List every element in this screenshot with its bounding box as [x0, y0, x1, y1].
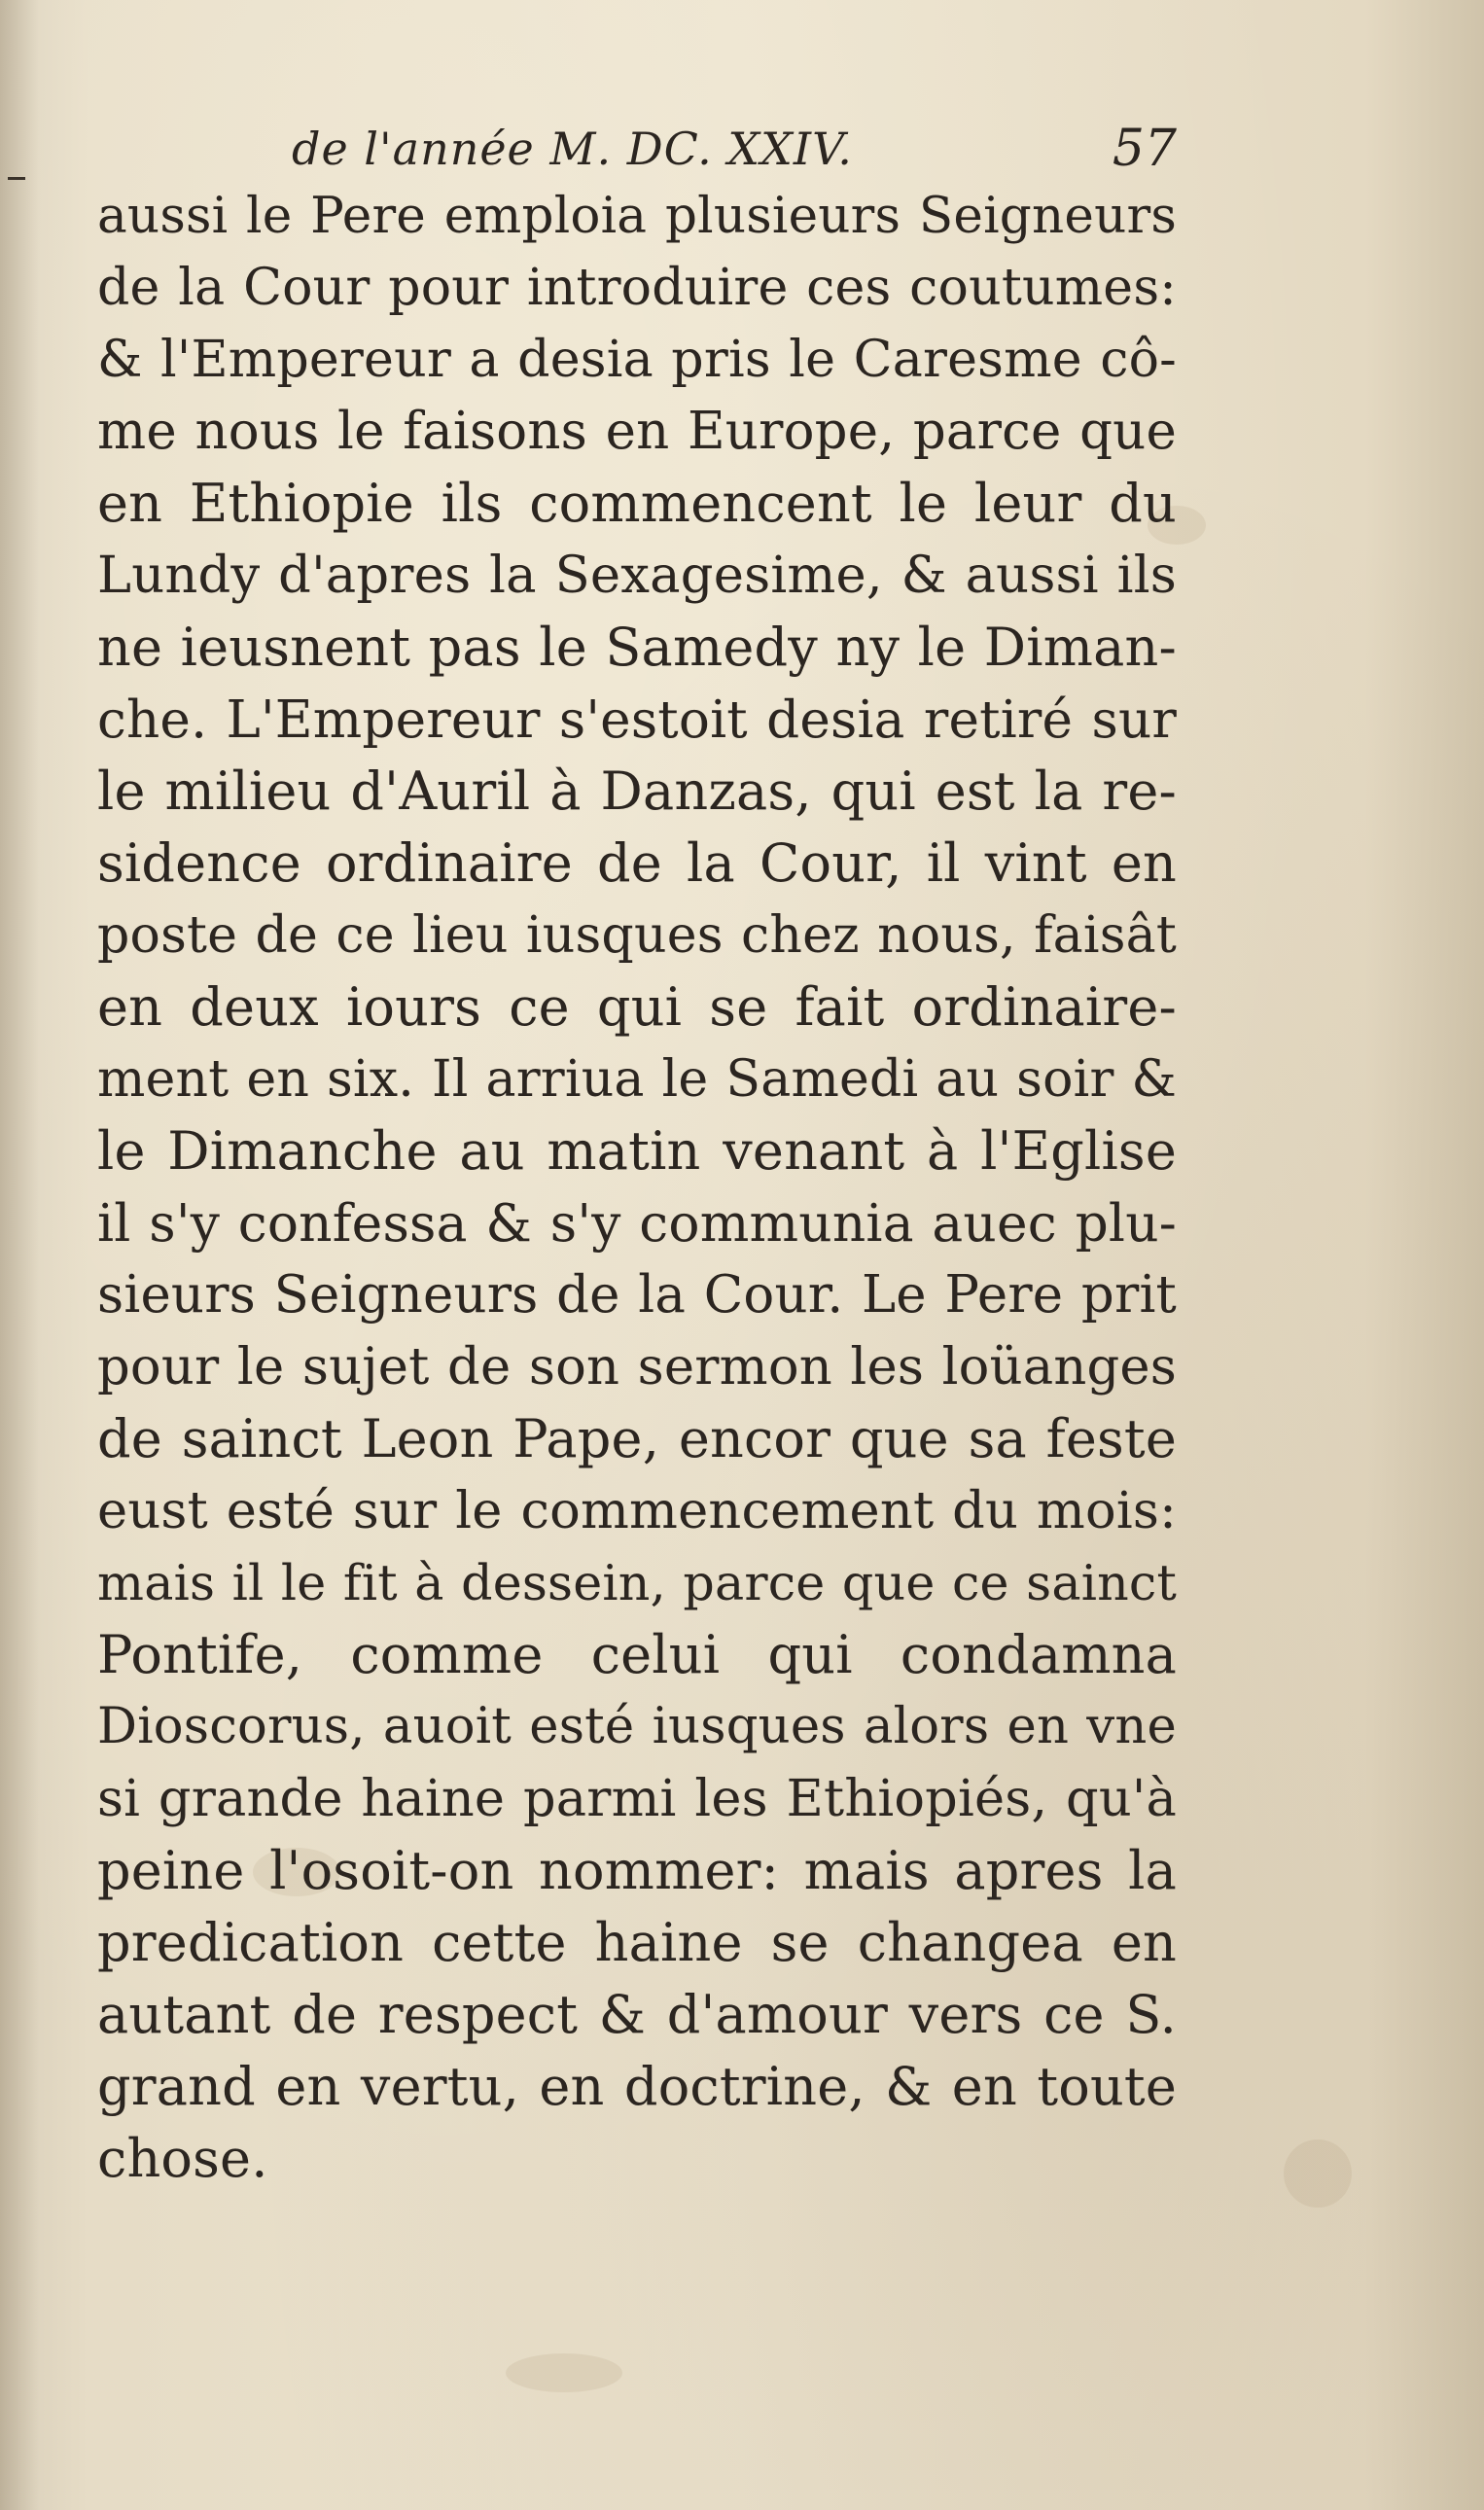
- text-line: si grande haine parmi les Ethiopiés, qu'à: [97, 1769, 1177, 1828]
- text-line: il s'y confessa & s'y communia auec plu-: [97, 1192, 1177, 1254]
- text-line: eust esté sur le commencement du mois:: [97, 1481, 1177, 1540]
- text-line: grand en vertu, en doctrine, & en toute: [97, 2056, 1177, 2117]
- text-line: Dioscorus, auoit esté iusques alors en vne: [97, 1698, 1177, 1755]
- running-head: de l'année M. DC. XXIV.: [292, 123, 853, 175]
- text-line: le Dimanche au matin venant à l'Eglise: [97, 1120, 1177, 1182]
- margin-mark: [8, 177, 25, 180]
- text-line: sidence ordinaire de la Cour, il vint en: [97, 832, 1177, 894]
- text-line: de sainct Leon Pape, encor que sa feste: [97, 1408, 1177, 1469]
- text-line: me nous le faisons en Europe, parce que: [97, 402, 1177, 461]
- text-line: pour le sujet de son sermon les loüanges: [97, 1337, 1177, 1396]
- page-number: 57: [1112, 120, 1177, 178]
- text-line: poste de ce lieu iusques chez nous, faisât: [97, 906, 1177, 965]
- text-line: aussi le Pere emploia plusieurs Seigneurs: [97, 187, 1177, 245]
- body-text: [97, 180, 1177, 2195]
- text-line: en deux iours ce qui se fait ordinaire-: [97, 976, 1177, 1038]
- page-header: [292, 115, 1177, 183]
- text-line: chose.: [97, 2128, 268, 2189]
- text-line: Pontife, comme celui qui condamna: [97, 1624, 1177, 1685]
- text-line: en Ethiopie ils commencent le leur du: [97, 473, 1177, 534]
- text-line: le milieu d'Auril à Danzas, qui est la re-: [97, 760, 1177, 822]
- text-line: mais il le fit à dessein, parce que ce sainct: [97, 1554, 1177, 1611]
- text-line: autant de respect & d'amour vers ce S.: [97, 1984, 1177, 2045]
- text-line: ment en six. Il arriua le Samedi au soir &: [97, 1050, 1177, 1109]
- spine-shadow: [0, 0, 39, 2510]
- text-line: che. L'Empereur s'estoit desia retiré sur: [97, 689, 1177, 750]
- text-line: ne ieusnent pas le Samedy ny le Diman-: [97, 617, 1177, 678]
- text-line: de la Cour pour introduire ces coutumes:: [97, 259, 1177, 317]
- text-line: sieurs Seigneurs de la Cour. Le Pere prit: [97, 1265, 1177, 1325]
- text-line: peine l'osoit-on nommer: mais apres la: [97, 1840, 1177, 1901]
- text-line: Lundy d'apres la Sexagesime, & aussi ils: [97, 546, 1177, 605]
- text-line: & l'Empereur a desia pris le Caresme cô-: [97, 331, 1177, 389]
- text-line: predication cette haine se changea en: [97, 1912, 1177, 1973]
